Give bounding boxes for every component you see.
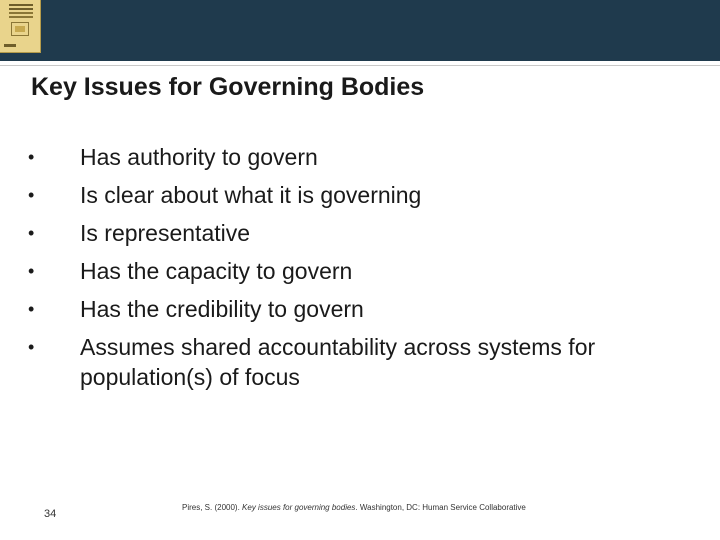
- book-cover-thumbnail: [0, 0, 41, 53]
- header-bar: [0, 0, 720, 61]
- citation-title: Key issues for governing bodies: [242, 503, 356, 512]
- bullet-text: Assumes shared accountability across systems for population(s) of focus: [80, 334, 596, 390]
- citation: [182, 503, 526, 512]
- page-number: 34: [44, 508, 57, 520]
- bullet-marker: •: [28, 261, 35, 281]
- bullet-marker: •: [28, 299, 35, 319]
- bullet-item: [28, 180, 678, 210]
- bullet-marker: •: [28, 223, 35, 243]
- bullet-marker: •: [28, 337, 35, 357]
- bullet-marker: •: [28, 185, 35, 205]
- book-cover-title-lines: [9, 4, 33, 6]
- bullet-text: Has the capacity to govern: [80, 258, 353, 284]
- bullet-item: [28, 332, 678, 392]
- bullet-text: Has the credibility to govern: [80, 296, 364, 322]
- slide-title: Key Issues for Governing Bodies: [31, 73, 425, 101]
- header-divider: [0, 65, 720, 66]
- book-cover-graphic: [11, 22, 29, 36]
- bullet-marker: •: [28, 147, 35, 167]
- bullet-text: Is representative: [80, 220, 251, 246]
- bullet-item: [28, 294, 678, 324]
- bullet-item: [28, 218, 678, 248]
- citation-prefix: Pires, S. (2000).: [182, 503, 243, 512]
- bullet-list: [28, 142, 678, 400]
- book-cover-footer-mark: [4, 44, 16, 47]
- bullet-text: Is clear about what it is governing: [80, 182, 422, 208]
- bullet-item: [28, 256, 678, 286]
- citation-suffix: . Washington, DC: Human Service Collaborative: [355, 503, 526, 512]
- bullet-text: Has authority to govern: [80, 144, 318, 170]
- bullet-item: [28, 142, 678, 172]
